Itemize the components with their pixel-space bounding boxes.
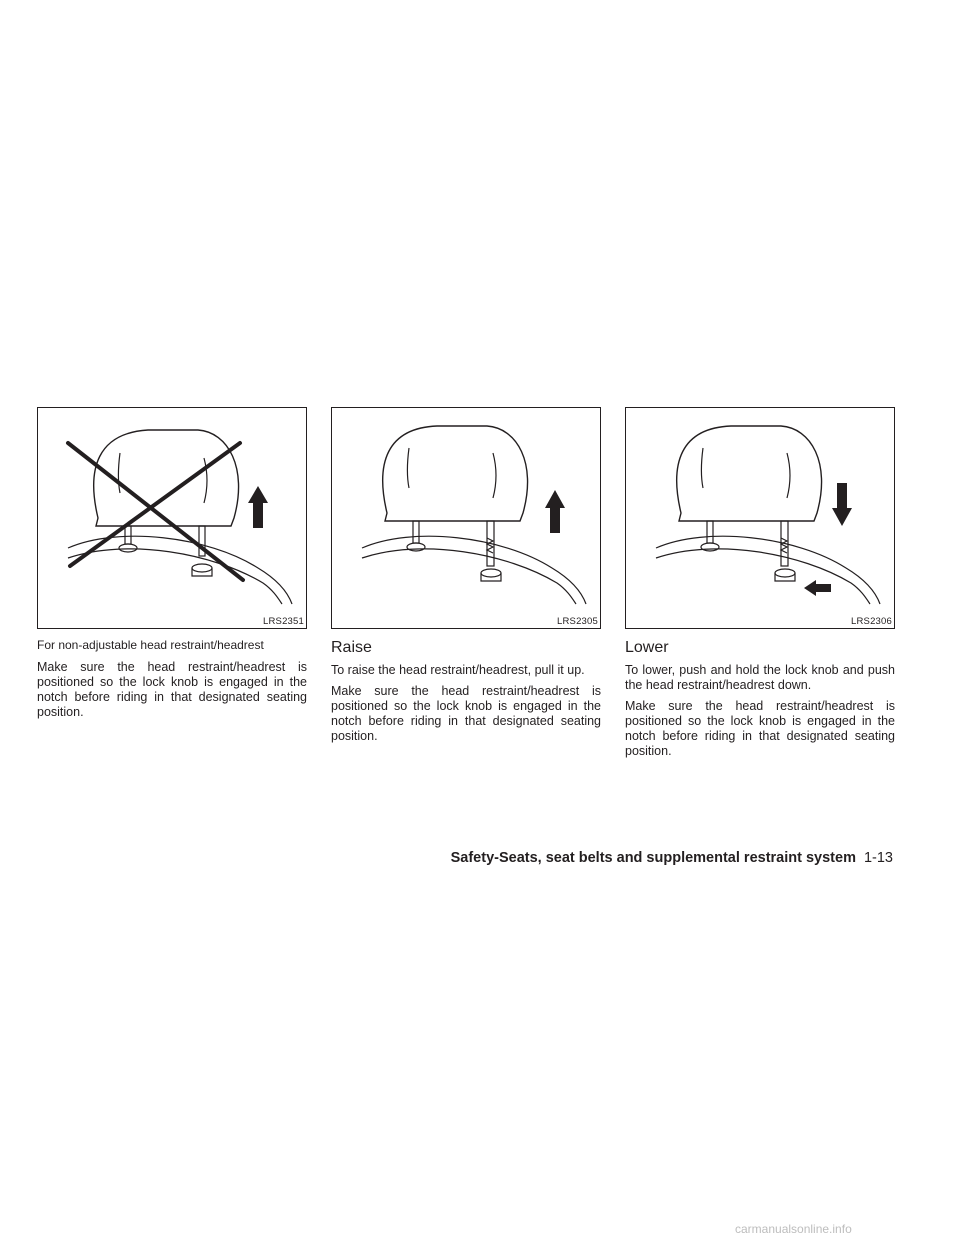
left-collar (407, 543, 425, 551)
lock-knob (481, 569, 501, 577)
headrest-lower-illustration (626, 408, 894, 628)
left-collar (119, 544, 137, 552)
body-paragraph: To lower, push and hold the lock knob and push the head restraint/headrest down. (625, 663, 895, 692)
lock-notches (487, 538, 493, 553)
section-heading-raise: Raise (331, 639, 372, 656)
headrest-raise-illustration (332, 408, 600, 628)
figure-lower-headrest (625, 407, 895, 629)
seat-back-top (362, 536, 586, 604)
page-number: 1-13 (863, 850, 893, 866)
headrest-cushion (677, 426, 822, 521)
figure-raise-headrest (331, 407, 601, 629)
body-paragraph: Make sure the head restraint/headrest is positioned so the lock knob is engaged in the notch before riding in that designated seating position. (37, 660, 307, 719)
page-footer (451, 849, 893, 867)
footer-section-title: Safety-Seats, seat belts and supplemental restraint system (450, 850, 856, 866)
left-post (413, 521, 419, 543)
left-collar (701, 543, 719, 551)
left-post (707, 521, 713, 543)
section-heading-lower: Lower (625, 639, 669, 656)
up-arrow-icon (248, 486, 268, 528)
figure-caption: For non-adjustable head restraint/headrest (37, 638, 264, 652)
lock-notches (781, 538, 787, 553)
body-paragraph: Make sure the head restraint/headrest is positioned so the lock knob is engaged in the notch before riding in that designated seating position. (331, 684, 601, 743)
up-arrow-icon (545, 490, 565, 533)
left-post (125, 526, 131, 544)
cross-out-mark (68, 443, 243, 580)
figure-code: LRS2305 (556, 616, 598, 627)
body-paragraph: Make sure the head restraint/headrest is positioned so the lock knob is engaged in the notch before riding in that designated seating position. (625, 699, 895, 758)
body-paragraph: To raise the head restraint/headrest, pull it up. (331, 663, 585, 677)
headrest-cushion (383, 426, 528, 521)
push-arrow-icon (804, 580, 831, 596)
lock-knob (775, 569, 795, 577)
figure-code: LRS2351 (262, 616, 304, 627)
down-arrow-icon (832, 483, 852, 526)
seat-back-edge (656, 549, 870, 604)
seat-back-edge (68, 549, 282, 604)
column-lower (625, 407, 895, 759)
figure-non-adjustable-headrest (37, 407, 307, 629)
column-non-adjustable (37, 407, 307, 720)
right-collar (192, 564, 212, 572)
figure-code: LRS2306 (850, 616, 892, 627)
seat-back-top (656, 536, 880, 604)
seat-back-top (68, 536, 292, 604)
seat-back-edge (362, 549, 576, 604)
column-raise (331, 407, 601, 744)
headrest-crossed-illustration (38, 408, 306, 628)
watermark: carmanualsonline.info (735, 1222, 852, 1236)
